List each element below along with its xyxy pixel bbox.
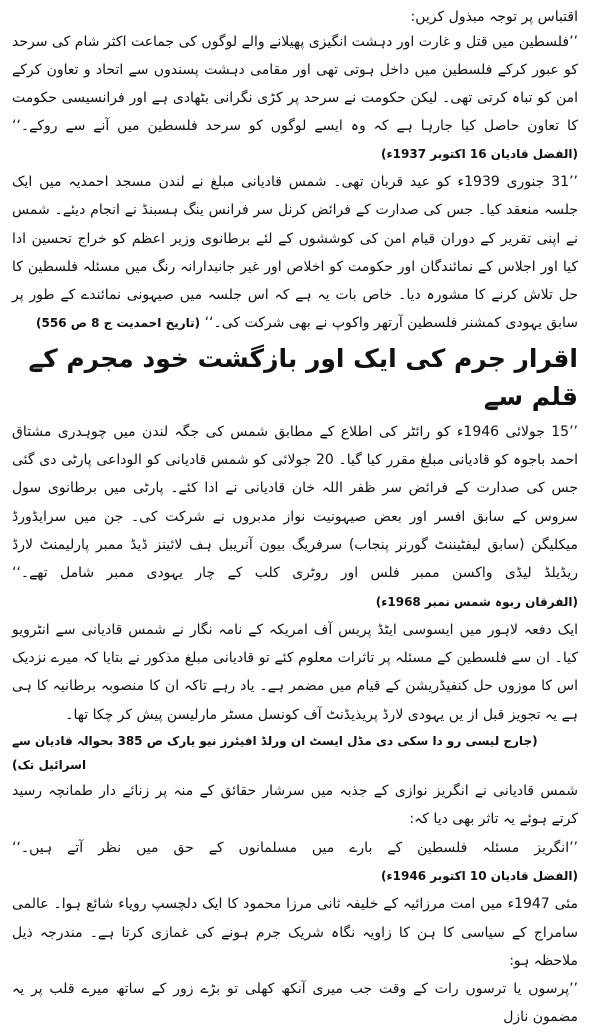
quote-paragraph-2 xyxy=(12,168,578,338)
citation-1: (الفضل قادیان 16 اکتوبر 1937ء) xyxy=(381,147,578,161)
quote-paragraph-8: ’’پرسوں یا ترسوں رات کے وقت جب میری آنکھ کھلی تو بڑے زور کے ساتھ میرے قلب پر یہ مضمون نازل xyxy=(12,981,578,1026)
quote-text-6: ’’انگریز مسئلہ فلسطین کے بارے میں مسلمانوں کے حق میں نظر آتے ہیں۔‘‘ xyxy=(12,839,578,856)
paragraph-4 xyxy=(12,616,578,729)
paragraph-5: شمس قادیانی نے انگریز نوازی کے جذبہ میں سرشار حقائق کے منہ پر زنائے دار طمانچہ رسید کرتے ہوئے یہ تاثر بھی دیا کہ: xyxy=(12,783,578,828)
quote-paragraph-6 xyxy=(12,834,578,891)
paragraph-7: مئی 1947ء میں امت مرزائیہ کے خلیفہ ثانی مرزا محمود کا ایک دلچسپ رویاء شائع ہوا۔ عالمی سامراج کے سیاسی کا ہن کا زاویہ نگاہ شریک جرم ہونے کی غمازی کرتا ہے۔ مندرجہ ذیل ملاحظہ ہو: xyxy=(12,896,579,969)
citation-3: (الفرقان ربوہ شمس نمبر 1968ء) xyxy=(375,594,578,609)
intro-line: اقتباس پر توجہ مبذول کریں: xyxy=(410,9,578,25)
quote-paragraph-3 xyxy=(12,418,578,616)
citation-6: (الفضل قادیان 10 اکتوبر 1946ء) xyxy=(381,868,578,883)
body-text-4: ایک دفعہ لاہور میں ایسوسی ایٹڈ پریس آف امریکہ کے نامہ نگار نے شمس قادیانی سے انٹرویو کیا۔ ان سے فلسطین کے مسئلہ پر تاثرات معلوم کئے تو قادیانی مبلغ مذکور نے بتایا کہ میرے نزدیک اس کا موزوں حل کنفیڈریشن کے قیام میں مضمر ہے۔ یاد رہے تاکہ ان کا منصوبہ برطانیہ کا ہی ہے یہ تجویز قبل از یں یہودی لارڈ پریذیڈنٹ آف کونسل مسٹر مارلیسن پیش کر چکا تھا۔ xyxy=(12,621,578,723)
quote-text-3: ’’15 جولائی 1946ء کو رائٹر کی اطلاع کے مطابق شمس کی جگہ لندن میں چوہدری مشتاق احمد باجوہ کو قادیانی مبلغ مقرر کیا گیا۔ 20 جولائی کو شمس قادیانی کو الوداعی پارٹی دی گئی جس کی صدارت کے فرائض سر ظفر اللہ خان قادیانی نے ادا کئے۔ پارٹی میں برطانوی سول سروس کے سابق افسر اور بعض صیہونیت نواز مدبروں نے شرکت کی۔ جن میں سرایڈورڈ میکلیگن (سابق لیفٹیننٹ گورنر پنجاب) سرفریگ بیون آنریبل ہف لائینز ڈیڈ ممبر پارلیمنٹ لارڈ ریڈیلڈ لیڈی واکسن ممبر فلس اور روٹری کلب کے چار یہودی ممبر شامل تھے۔‘‘ xyxy=(12,423,578,582)
citation-2: (تاریخ احمدیت ج 8 ص 556) xyxy=(36,316,201,331)
citation-4: (جارج لیسی رو دا سکی دی مڈل ایسٹ ان ورلڈ افیئرز نیو یارک ص 385 بحوالہ قادیان سے اسرائیل تک) xyxy=(12,734,538,773)
quote-text-2: ’’31 جنوری 1939ء کو عید قربان تھی۔ شمس قادیانی مبلغ نے لندن مسجد احمدیہ میں ایک جلسہ منعقد کیا۔ جس کی صدارت کے فرائض کرنل سر فرانس ینگ ہسبنڈ نے انجام دیئے۔ شمس نے اپنی تقریر کے دوران قیام امن کی کوششوں کے لئے برطانوی وزیر اعظم کو خراج تحسین ادا کیا اور اجلاس کے نمائندگان اور حکومت کو اخلاص اور غیر جانبدارانہ رنگ میں مسئلہ فلسطین کا حل تلاش کرنے کا مشورہ دیا۔ خاص بات یہ ہے کہ اس جلسہ میں صیہونی نمائندے کے طور پر سابق یہودی کمشنر فلسطین آرتھر واکوپ نے بھی شرکت کی۔‘‘ xyxy=(12,174,578,332)
quote-paragraph-1 xyxy=(12,28,578,168)
section-heading: اقرار جرم کی ایک اور بازگشت خود مجرم کے قلم سے xyxy=(28,343,578,411)
quote-text-1: ’’فلسطین میں قتل و غارت اور دہشت انگیزی پھیلانے والے لوگوں کی جماعت اکثر شام کی سرحد کو عبور کرکے فلسطین میں داخل ہوتی تھی اور مقامی دہشت پسندوں سے اتحاد و تعاون کرکے امن کو تباہ کرتی تھی۔ لیکن حکومت نے سرحد پر کڑی نگرانی بٹھادی ہے اور فرانسیسی حکومت کا تعاون حاصل کیا جارہا ہے کہ وہ ایسے لوگوں کو سرحد فلسطین میں آنے سے روکے۔‘‘ xyxy=(12,34,578,134)
